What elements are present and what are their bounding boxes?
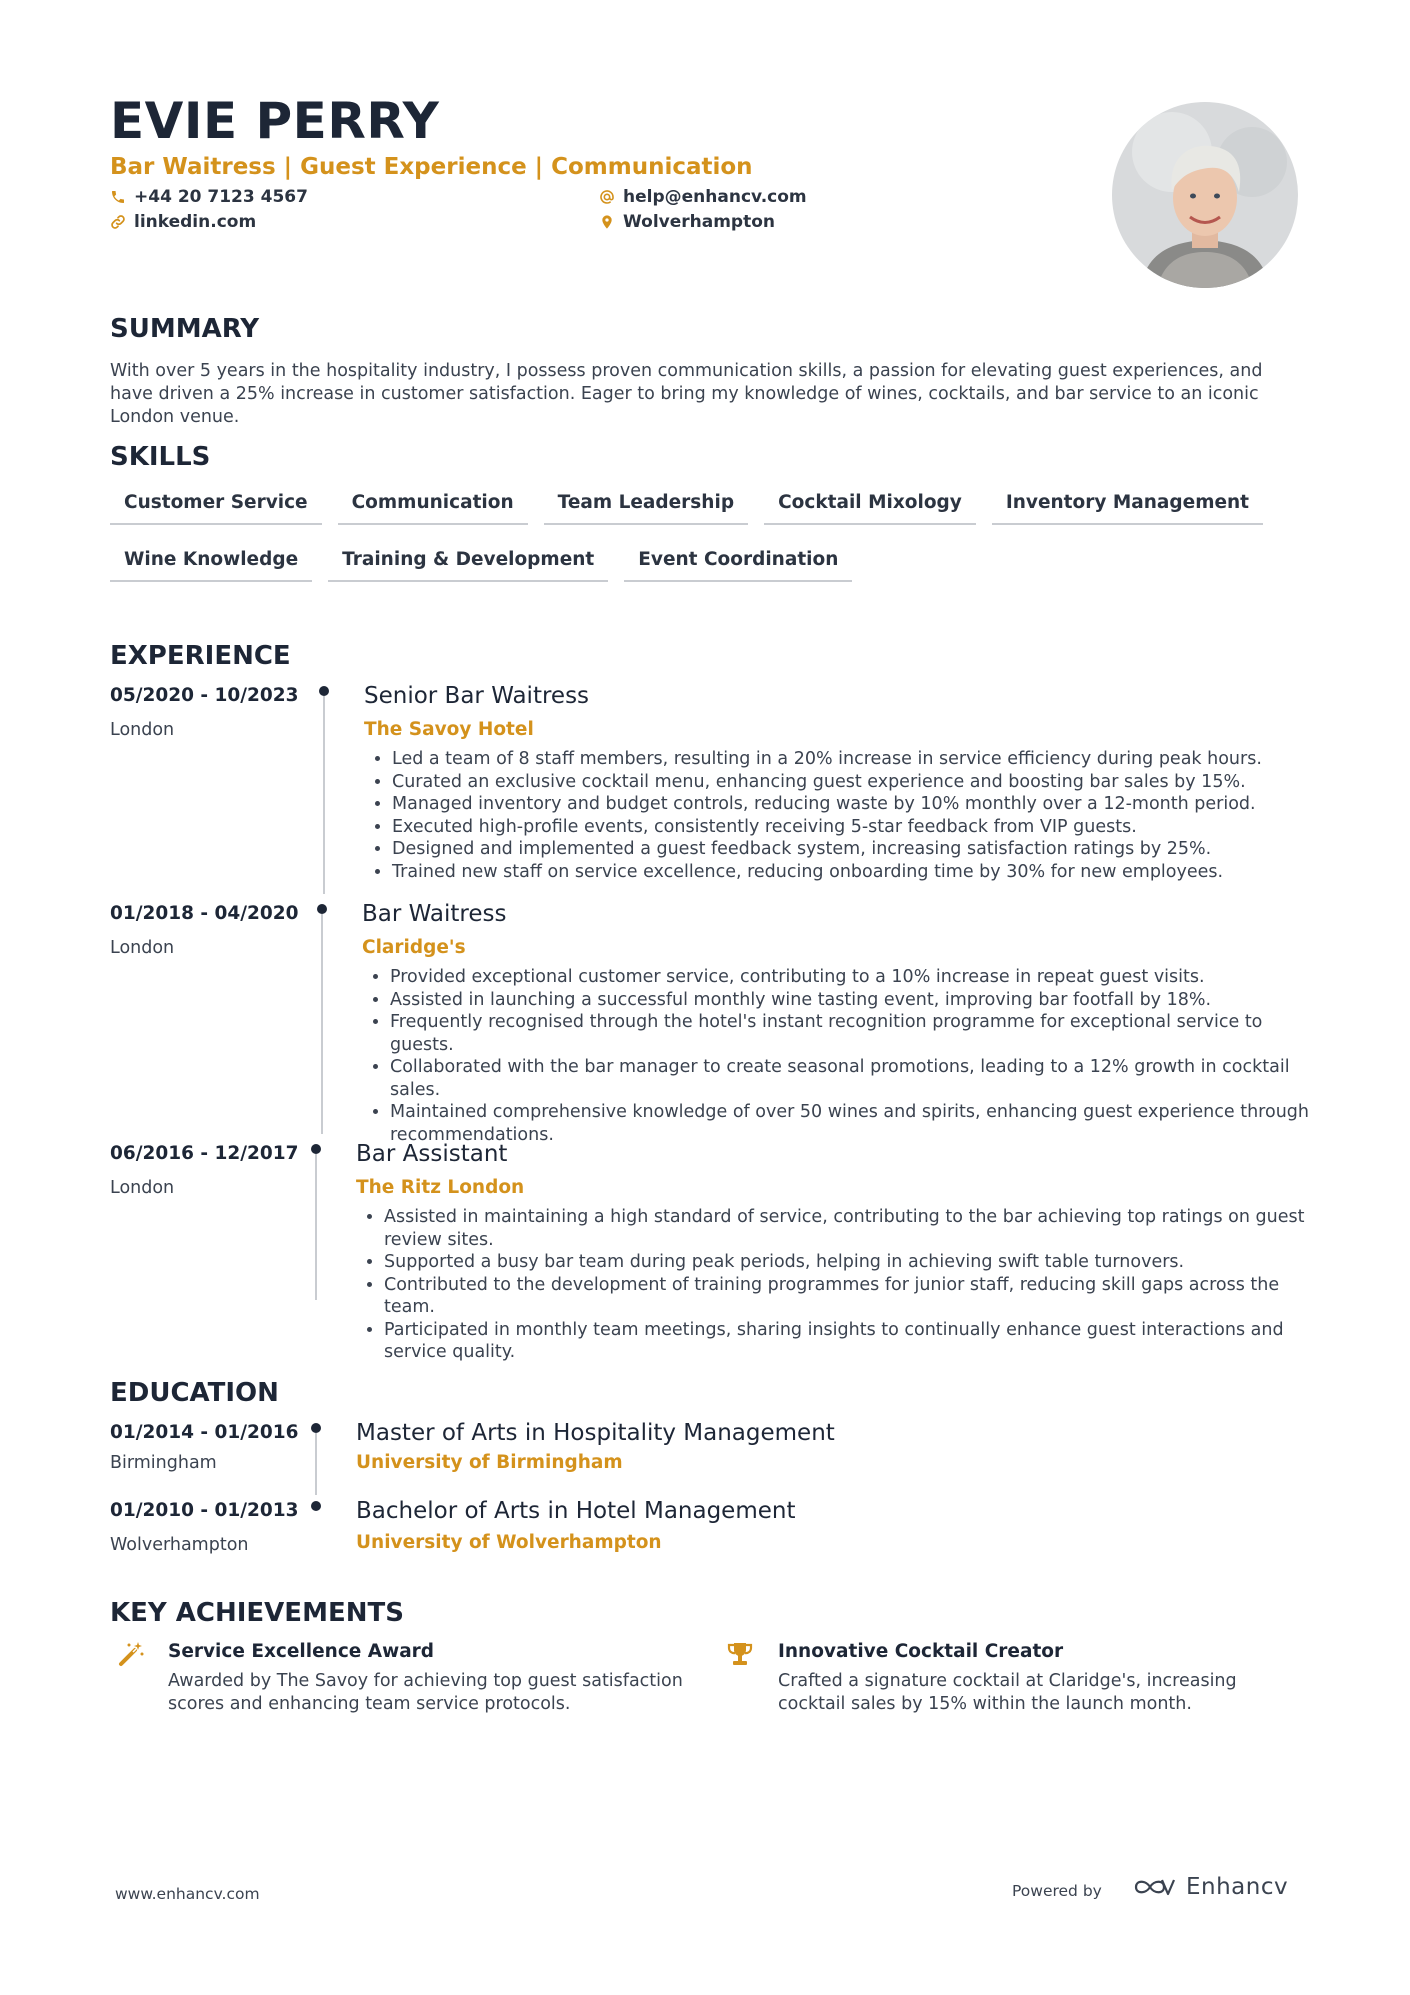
location-text: Wolverhampton [623,212,776,232]
skills-row [110,549,1310,582]
email-text: help@enhancv.com [623,187,807,207]
trophy-icon [726,1640,754,1668]
skill-tag: Wine Knowledge [110,549,312,582]
job-bullets [364,748,1328,883]
job-dates: 05/2020 - 10/2023 [110,685,299,706]
job-company: The Ritz London [356,1177,525,1198]
job-bullet: • Provided exceptional customer service, contributing to a 10% increase in repeat guest visits. [390,966,1330,989]
timeline-dot [319,686,329,696]
education-heading: EDUCATION [110,1378,279,1408]
job-bullet: • Frequently recognised through the hotel's instant recognition programme for exceptional service to guests. [390,1011,1330,1056]
location-pin-icon [599,214,615,230]
education-location: Birmingham [110,1453,217,1473]
candidate-headline: Bar Waitress | Guest Experience | Communication [110,154,753,180]
timeline-dot [311,1423,321,1433]
timeline-dot [311,1501,321,1511]
job-bullet: • Curated an exclusive cocktail menu, enhancing guest experience and boosting bar sales by 15%. [392,771,1328,794]
skills-heading: SKILLS [110,442,211,472]
timeline-line [315,1433,317,1495]
timeline-line [315,1154,317,1300]
job-bullets [362,966,1330,1146]
skill-tag: Event Coordination [624,549,852,582]
degree-title: Bachelor of Arts in Hotel Management [356,1498,796,1524]
link-icon [110,214,126,230]
skill-tag: Inventory Management [992,492,1263,525]
achievement-title: Service Excellence Award [168,1641,435,1662]
job-bullet: • Trained new staff on service excellence, reducing onboarding time by 30% for new employees. [392,861,1328,884]
job-title: Bar Assistant [356,1141,508,1167]
education-dates: 01/2010 - 01/2013 [110,1500,299,1521]
contact-phone [110,187,308,207]
education-location: Wolverhampton [110,1535,249,1555]
job-bullet: • Led a team of 8 staff members, resulting in a 20% increase in service efficiency during peak hours. [392,748,1328,771]
skill-tag: Communication [338,492,528,525]
contact-location [599,212,775,232]
website-text: linkedin.com [134,212,257,232]
job-bullets [356,1206,1328,1364]
achievement-description: Crafted a signature cocktail at Claridge's, increasing cocktail sales by 15% within the launch month. [778,1671,1237,1714]
footer-website[interactable]: www.enhancv.com [115,1885,260,1903]
job-title: Senior Bar Waitress [364,683,590,709]
job-dates: 06/2016 - 12/2017 [110,1143,299,1164]
footer-powered-by: Powered by [1012,1882,1102,1900]
job-bullet: • Designed and implemented a guest feedback system, increasing satisfaction ratings by 25%. [392,838,1328,861]
experience-heading: EXPERIENCE [110,641,291,671]
footer-brand: Enhancv [1186,1874,1289,1900]
job-bullet: • Assisted in launching a successful monthly wine tasting event, improving bar footfall by 18%. [390,989,1330,1012]
phone-text: +44 20 7123 4567 [134,187,308,207]
job-location: London [110,1178,175,1198]
skill-tag: Training & Development [328,549,608,582]
job-bullet: • Supported a busy bar team during peak periods, helping in achieving swift table turnovers. [384,1251,1328,1274]
job-bullet: • Collaborated with the bar manager to create seasonal promotions, leading to a 12% growth in cocktail sales. [390,1056,1330,1101]
contact-website[interactable] [110,212,256,232]
job-location: London [110,938,175,958]
timeline-dot [317,904,327,914]
job-company: The Savoy Hotel [364,719,534,740]
timeline-dot [311,1144,321,1154]
skill-tag: Cocktail Mixology [764,492,976,525]
at-icon [599,189,615,205]
school-name: University of Wolverhampton [356,1532,662,1553]
skill-tag: Team Leadership [544,492,748,525]
job-title: Bar Waitress [362,901,507,927]
job-bullet: • Contributed to the development of training programmes for junior staff, reducing skill gaps across the team. [384,1274,1328,1319]
skills-list [110,492,1310,606]
job-company: Claridge's [362,937,466,958]
contact-email[interactable] [599,187,807,207]
profile-photo [1112,102,1298,288]
skills-row [110,492,1310,525]
degree-title: Master of Arts in Hospitality Management [356,1420,835,1446]
timeline-line [321,914,323,1134]
footer-logo[interactable] [1132,1874,1288,1900]
achievement-title: Innovative Cocktail Creator [778,1641,1064,1662]
enhancv-logo-icon [1132,1874,1178,1900]
job-bullet: • Executed high-profile events, consistently receiving 5-star feedback from VIP guests. [392,816,1328,839]
job-dates: 01/2018 - 04/2020 [110,903,299,924]
magic-wand-icon [117,1640,145,1668]
summary-text: With over 5 years in the hospitality industry, I possess proven communication skills, a passion for elevating guest experiences, and have driven a 25% increase in customer satisfaction. Eager to bring my knowledge of wines, cocktails, and bar service to an iconic London venue. [110,361,1263,427]
achievements-heading: KEY ACHIEVEMENTS [110,1598,404,1628]
skill-tag: Customer Service [110,492,322,525]
candidate-name: EVIE PERRY [110,92,440,150]
job-location: London [110,720,175,740]
job-bullet: • Assisted in maintaining a high standard of service, contributing to the bar achieving top ratings on guest review sites. [384,1206,1328,1251]
phone-icon [110,189,126,205]
timeline-line [323,696,325,894]
school-name: University of Birmingham [356,1452,623,1473]
job-bullet: • Participated in monthly team meetings, sharing insights to continually enhance guest interactions and service quality. [384,1319,1328,1364]
achievement-description: Awarded by The Savoy for achieving top guest satisfaction scores and enhancing team service protocols. [168,1671,683,1714]
job-bullet: • Managed inventory and budget controls, reducing waste by 10% monthly over a 12-month period. [392,793,1328,816]
job-bullet: • Maintained comprehensive knowledge of over 50 wines and spirits, enhancing guest experience through recommendations. [390,1101,1330,1146]
summary-heading: SUMMARY [110,314,260,344]
education-dates: 01/2014 - 01/2016 [110,1422,299,1443]
